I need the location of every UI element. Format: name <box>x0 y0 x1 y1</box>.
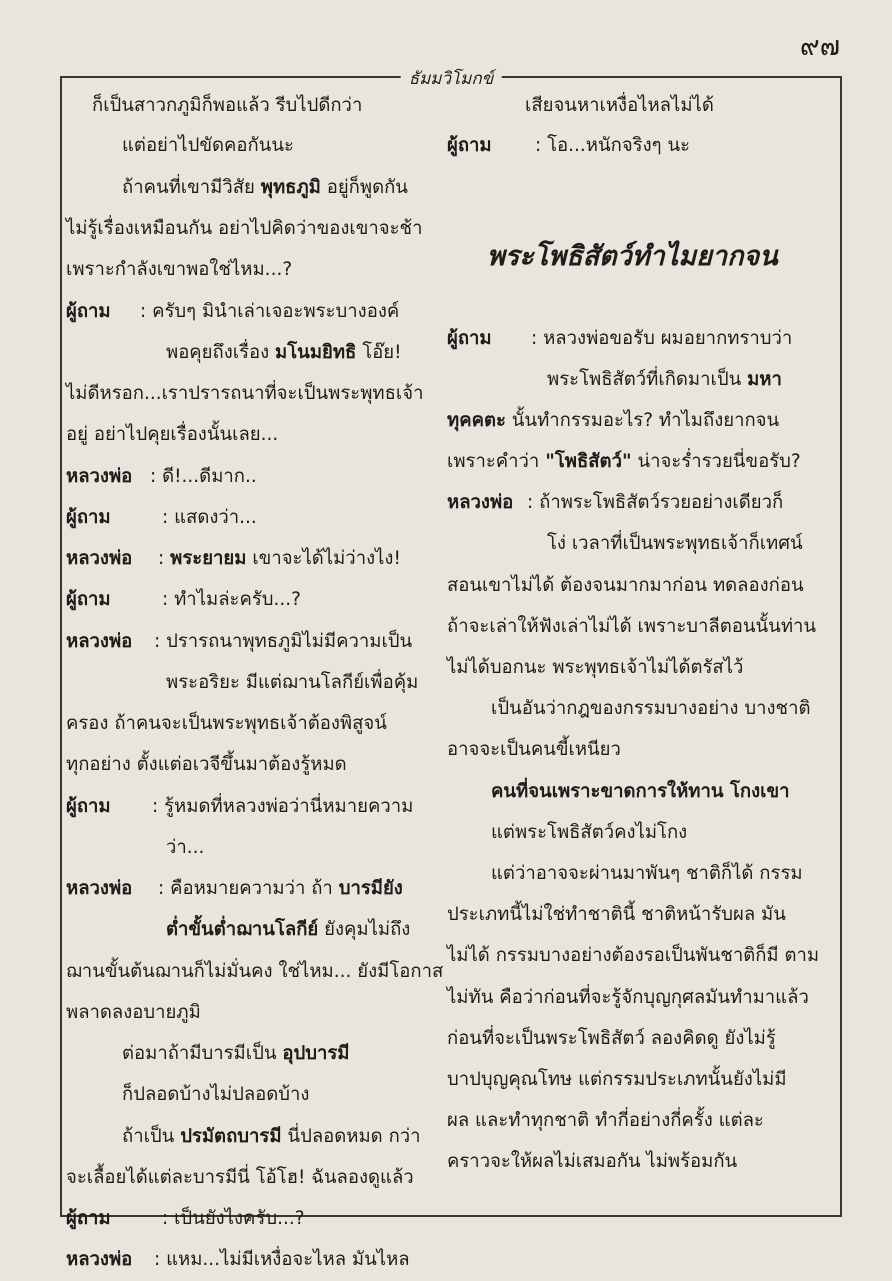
text-line: ครอง ถ้าคนจะเป็นพระพุทธเจ้าต้องพิสูจน์ <box>66 713 387 734</box>
text-line: ประเภทนี้ไม่ใช่ทำชาตินี้ ชาติหน้ารับผล มัน <box>447 904 786 925</box>
dialogue-line: ผู้ถาม : ทำไมล่ะครับ...? <box>66 589 301 610</box>
text-line: พลาดลงอบายภูมิ <box>66 1002 201 1023</box>
text-line: ฌานขั้นต้นฌานก็ไม่มั่นคง ใช่ไหม... ยังมีโอกาส <box>66 961 444 982</box>
text-line: ถ้าเป็น ปรมัตถบารมี นี่ปลอดหมด กว่า <box>122 1126 421 1147</box>
dialogue-line: หลวงพ่อ : คือหมายความว่า ถ้า บารมียัง <box>66 878 403 899</box>
dialogue-line: หลวงพ่อ : ถ้าพระโพธิสัตว์รวยอย่างเดียวก็ <box>447 492 784 513</box>
speaker-label: ผู้ถาม <box>66 589 111 610</box>
section-heading: พระโพธิสัตว์ทำไมยากจน <box>487 241 778 272</box>
text-line: ก็ปลอดบ้างไม่ปลอดบ้าง <box>122 1084 310 1105</box>
text-line: โง่ เวลาที่เป็นพระพุทธเจ้าก็เทศน์ <box>547 533 803 554</box>
text-line: ทุกอย่าง ตั้งแต่อเวจีขึ้นมาต้องรู้หมด <box>66 754 347 775</box>
dialogue-line: หลวงพ่อ : ดี!...ดีมาก.. <box>66 466 257 487</box>
speaker-label: ผู้ถาม <box>447 135 492 156</box>
text-line: อยู่ อย่าไปคุยเรื่องนั้นเลย... <box>66 424 279 445</box>
speaker-label: หลวงพ่อ <box>66 1249 133 1270</box>
text-line: บาปบุญคุณโทษ แต่กรรมประเภทนั้นยังไม่มี <box>447 1069 787 1090</box>
text-line: พอคุยถึงเรื่อง มโนมยิทธิ โอ๊ย! <box>166 342 402 363</box>
text-line: ถ้าคนที่เขามีวิสัย พุทธภูมิ อยู่ก็พูดกัน <box>122 177 408 198</box>
dialogue-line: ผู้ถาม : รู้หมดที่หลวงพ่อว่านี่หมายความ <box>66 796 414 817</box>
text-line: จะเลื้อยได้แต่ละบารมีนี่ โอ้โฮ! ฉันลองดูแล้ว <box>66 1167 414 1188</box>
speaker-label: หลวงพ่อ <box>66 631 133 652</box>
text-line: ไม่ได้ กรรมบางอย่างต้องรอเป็นพันชาติก็มี ตาม <box>447 945 820 966</box>
text-line: แต่พระโพธิสัตว์คงไม่โกง <box>491 822 688 843</box>
text-line: ไม่ได้บอกนะ พระพุทธเจ้าไม่ได้ตรัสไว้ <box>447 657 744 678</box>
text-line: ไม่รู้เรื่องเหมือนกัน อย่าไปคิดว่าของเขาจะช้า <box>66 218 423 239</box>
text-line: ผล และทำทุกชาติ ทำกี่อย่างกี่ครั้ง แต่ละ <box>447 1110 764 1131</box>
text-line: สอนเขาไม่ได้ ต้องจนมากมาก่อน ทดลองก่อน <box>447 575 804 596</box>
dialogue-line: หลวงพ่อ : แหม...ไม่มีเหงื่อจะไหล มันไหล <box>66 1249 410 1270</box>
speaker-label: ผู้ถาม <box>66 1208 111 1229</box>
speaker-label: หลวงพ่อ <box>66 548 133 569</box>
text-line: ทุคคตะ นั้นทำกรรมอะไร? ทำไมถึงยากจน <box>447 410 780 431</box>
text-line: แต่ว่าอาจจะผ่านมาพันๆ ชาติก็ได้ กรรม <box>491 863 803 884</box>
text-line: แต่อย่าไปขัดคอกันนะ <box>122 135 294 156</box>
text-line: พระโพธิสัตว์ที่เกิดมาเป็น มหา <box>547 369 782 390</box>
text-line: อาจจะเป็นคนขี้เหนียว <box>447 739 621 760</box>
text-line: พระอริยะ มีแต่ฌานโลกีย์เพื่อคุ้ม <box>166 672 419 693</box>
text-line: เพราะคำว่า "โพธิสัตว์" น่าจะร่ำรวยนี่ขอรับ? <box>447 451 801 472</box>
speaker-label: ผู้ถาม <box>66 796 111 817</box>
text-line: ถ้าจะเล่าให้ฟังเล่าไม่ได้ เพราะบาลีตอนนั้นท่าน <box>447 616 817 637</box>
running-title: ธัมมวิโมกข์ <box>401 65 502 92</box>
dialogue-line: หลวงพ่อ : พระยายม เขาจะได้ไม่ว่างไง! <box>66 548 401 569</box>
dialogue-line: ผู้ถาม : โอ...หนักจริงๆ นะ <box>447 135 691 156</box>
text-line: เป็นอันว่ากฎของกรรมบางอย่าง บางชาติ <box>491 698 811 719</box>
text-frame <box>60 69 842 1270</box>
text-line: เพราะกำลังเขาพอใช่ไหม...? <box>66 259 293 280</box>
text-line: ต่ำขั้นต่ำฌานโลกีย์ ยังคุมไม่ถึง <box>166 919 411 940</box>
speaker-label: หลวงพ่อ <box>447 492 514 513</box>
speaker-label: ผู้ถาม <box>66 301 111 322</box>
speaker-label: ผู้ถาม <box>66 507 111 528</box>
text-line: คราวจะให้ผลไม่เสมอกัน ไม่พร้อมกัน <box>447 1151 738 1172</box>
dialogue-line: ผู้ถาม : แสดงว่า... <box>66 507 257 528</box>
text-line: ว่า... <box>166 837 205 858</box>
text-line: ต่อมาถ้ามีบารมีเป็น อุปบารมี <box>122 1043 350 1064</box>
dialogue-line: หลวงพ่อ : ปรารถนาพุทธภูมิไม่มีความเป็น <box>66 631 413 652</box>
speaker-label: หลวงพ่อ <box>66 878 133 899</box>
dialogue-line: ผู้ถาม : เป็นยังไงครับ...? <box>66 1208 305 1229</box>
text-line: ไม่ดีหรอก...เราปรารถนาที่จะเป็นพระพุทธเจ้า <box>66 383 424 404</box>
speaker-label: ผู้ถาม <box>447 328 492 349</box>
text-line: เสียจนหาเหงื่อไหลไม่ได้ <box>525 95 714 116</box>
text-line: คนที่จนเพราะขาดการให้ทาน โกงเขา <box>491 781 790 802</box>
text-line: ก็เป็นสาวกภูมิก็พอแล้ว รีบไปดีกว่า <box>92 95 363 116</box>
dialogue-line: ผู้ถาม : หลวงพ่อขอรับ ผมอยากทราบว่า <box>447 328 793 349</box>
text-line: ก่อนที่จะเป็นพระโพธิสัตว์ ลองคิดดู ยังไม่รู้ <box>447 1028 776 1049</box>
dialogue-line: ผู้ถาม : ครับๆ มินำเล่าเจอะพระบางองค์ <box>66 301 400 322</box>
text-line: ไม่ทัน คือว่าก่อนที่จะรู้จักบุญกุศลมันทำมาแล้ว <box>447 987 809 1008</box>
page-number: ๙๗ <box>799 31 840 62</box>
speaker-label: หลวงพ่อ <box>66 466 133 487</box>
